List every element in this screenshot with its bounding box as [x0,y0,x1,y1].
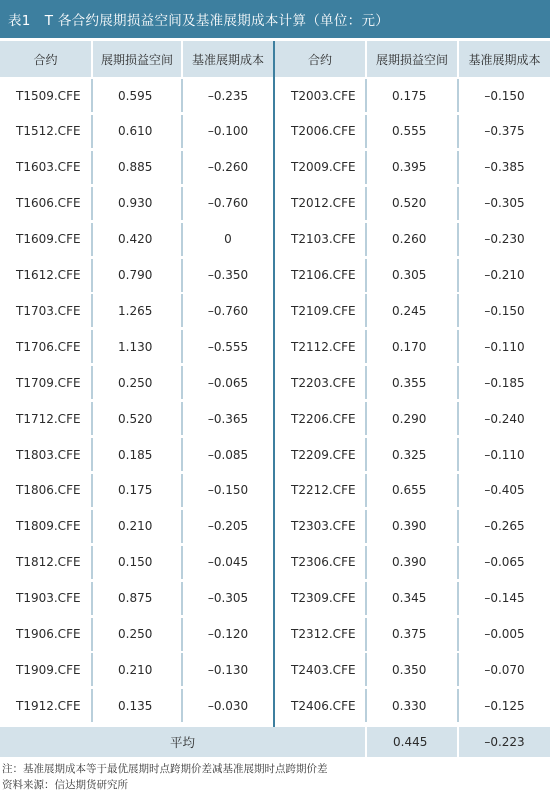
cost-cell: –0.760 [183,294,273,327]
cost-cell: –0.555 [183,330,273,363]
contract-cell: T2012.CFE [275,187,365,220]
space-cell: 0.250 [93,618,181,651]
contract-cell: T1603.CFE [0,151,91,184]
space-cell: 0.790 [93,259,181,292]
cost-cell: –0.305 [183,582,273,615]
cost-cell: –0.230 [459,223,550,256]
contract-cell: T2406.CFE [275,689,365,722]
contract-cell: T1709.CFE [0,366,91,399]
contract-cell: T2103.CFE [275,223,365,256]
average-space: 0.445 [367,727,457,757]
contract-cell: T1712.CFE [0,402,91,435]
table-row [0,546,550,579]
space-cell: 0.250 [93,366,181,399]
contract-cell: T2312.CFE [275,618,365,651]
cost-cell: –0.150 [183,474,273,507]
space-cell: 0.210 [93,510,181,543]
cost-cell: –0.005 [459,618,550,651]
table-title-text: T 各合约展期损益空间及基准展期成本计算（单位：元） [44,13,390,29]
table-row [0,510,550,543]
space-cell: 0.210 [93,653,181,686]
contract-cell: T1906.CFE [0,618,91,651]
contract-cell: T2306.CFE [275,546,365,579]
footnotes [0,761,550,793]
contract-cell: T1606.CFE [0,187,91,220]
cost-cell: –0.045 [183,546,273,579]
contract-cell: T2203.CFE [275,366,365,399]
contract-cell: T1706.CFE [0,330,91,363]
contract-cell: T2106.CFE [275,259,365,292]
space-cell: 0.150 [93,546,181,579]
average-row [0,727,550,757]
table-row [0,618,550,651]
space-cell: 1.130 [93,330,181,363]
contract-cell: T1909.CFE [0,653,91,686]
space-cell: 0.245 [367,294,457,327]
contract-cell: T1809.CFE [0,510,91,543]
contract-cell: T1806.CFE [0,474,91,507]
table-row [0,259,550,292]
column-group-divider [273,41,275,727]
contract-cell: T1912.CFE [0,689,91,722]
source-text: 资料来源：信达期货研究所 [2,779,128,791]
space-cell: 0.355 [367,366,457,399]
cost-cell: –0.125 [459,689,550,722]
table-row [0,79,550,112]
space-cell: 0.555 [367,115,457,148]
cost-cell: –0.100 [183,115,273,148]
space-cell: 0.290 [367,402,457,435]
cost-cell: –0.110 [459,330,550,363]
cost-cell: –0.150 [459,79,550,112]
space-cell: 0.185 [93,438,181,471]
space-cell: 0.260 [367,223,457,256]
space-cell: 0.170 [367,330,457,363]
table-row [0,187,550,220]
contract-cell: T2112.CFE [275,330,365,363]
table-row [0,294,550,327]
space-cell: 0.390 [367,546,457,579]
space-cell: 0.930 [93,187,181,220]
cost-cell: –0.070 [459,653,550,686]
contract-cell: T2206.CFE [275,402,365,435]
table-row [0,366,550,399]
cost-cell: –0.365 [183,402,273,435]
cost-cell: –0.120 [183,618,273,651]
contract-cell: T1509.CFE [0,79,91,112]
space-cell: 0.350 [367,653,457,686]
table-title [0,0,550,38]
cost-cell: –0.145 [459,582,550,615]
contract-cell: T2109.CFE [275,294,365,327]
space-cell: 0.375 [367,618,457,651]
contract-cell: T1803.CFE [0,438,91,471]
space-cell: 0.420 [93,223,181,256]
header-space-right: 展期损益空间 [367,41,457,77]
cost-cell: –0.085 [183,438,273,471]
space-cell: 0.610 [93,115,181,148]
space-cell: 1.265 [93,294,181,327]
space-cell: 0.520 [93,402,181,435]
cost-cell: –0.385 [459,151,550,184]
cost-cell: –0.305 [459,187,550,220]
contract-cell: T1609.CFE [0,223,91,256]
space-cell: 0.330 [367,689,457,722]
cost-cell: –0.205 [183,510,273,543]
space-cell: 0.875 [93,582,181,615]
space-cell: 0.390 [367,510,457,543]
table-row [0,653,550,686]
table-row [0,151,550,184]
space-cell: 0.175 [93,474,181,507]
cost-cell: –0.240 [459,402,550,435]
space-cell: 0.325 [367,438,457,471]
cost-cell: –0.210 [459,259,550,292]
contract-cell: T2303.CFE [275,510,365,543]
cost-cell: –0.110 [459,438,550,471]
contract-cell: T1512.CFE [0,115,91,148]
space-cell: 0.305 [367,259,457,292]
contract-cell: T1612.CFE [0,259,91,292]
cost-cell: –0.130 [183,653,273,686]
space-cell: 0.655 [367,474,457,507]
contract-cell: T1903.CFE [0,582,91,615]
cost-cell: –0.185 [459,366,550,399]
note-text: 注：基准展期成本等于最优展期时点跨期价差减基准展期时点跨期价差 [2,763,328,775]
table-row [0,474,550,507]
cost-cell: 0 [183,223,273,256]
average-cost: –0.223 [459,727,550,757]
average-label: 平均 [0,727,365,757]
cost-cell: –0.235 [183,79,273,112]
space-cell: 0.175 [367,79,457,112]
contract-cell: T1812.CFE [0,546,91,579]
contract-cell: T2006.CFE [275,115,365,148]
table-number: 表1 [8,13,31,29]
contract-cell: T1703.CFE [0,294,91,327]
contract-cell: T2009.CFE [275,151,365,184]
contract-cell: T2403.CFE [275,653,365,686]
header-contract-right: 合约 [275,41,365,77]
cost-cell: –0.760 [183,187,273,220]
cost-cell: –0.350 [183,259,273,292]
cost-cell: –0.265 [459,510,550,543]
cost-cell: –0.405 [459,474,550,507]
cost-cell: –0.150 [459,294,550,327]
header-space-left: 展期损益空间 [93,41,181,77]
table-row [0,115,550,148]
table-row [0,438,550,471]
space-cell: 0.395 [367,151,457,184]
header-cost-right: 基准展期成本 [459,41,550,77]
space-cell: 0.345 [367,582,457,615]
table-row [0,582,550,615]
space-cell: 0.135 [93,689,181,722]
contract-cell: T2209.CFE [275,438,365,471]
cost-cell: –0.030 [183,689,273,722]
space-cell: 0.520 [367,187,457,220]
space-cell: 0.595 [93,79,181,112]
cost-cell: –0.065 [459,546,550,579]
cost-cell: –0.065 [183,366,273,399]
table-row [0,223,550,256]
header-cost-left: 基准展期成本 [183,41,273,77]
space-cell: 0.885 [93,151,181,184]
table-row [0,330,550,363]
contract-cell: T2003.CFE [275,79,365,112]
table-row [0,689,550,722]
contract-cell: T2212.CFE [275,474,365,507]
contract-cell: T2309.CFE [275,582,365,615]
cost-cell: –0.260 [183,151,273,184]
header-contract-left: 合约 [0,41,91,77]
header-row [0,41,550,77]
cost-cell: –0.375 [459,115,550,148]
table-row [0,402,550,435]
